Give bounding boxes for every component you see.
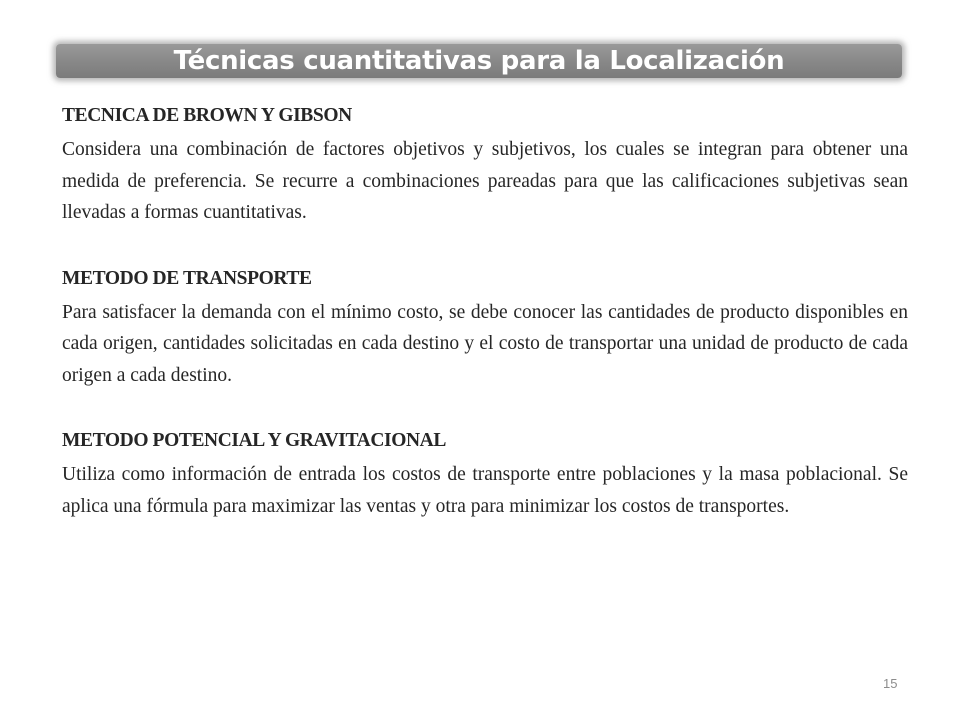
page-number: 15 [883,676,898,691]
section-brown-gibson [62,100,908,229]
slide-content [62,100,908,556]
slide-title: Técnicas cuantitativas para la Localización [173,46,785,76]
section-body: Utiliza como información de entrada los costos de transporte entre poblaciones y la masa poblacional. Se aplica una fórmula para maximizar las ventas y otra para minimizar los costos de transportes. [62,464,908,517]
section-heading: METODO DE TRANSPORTE [62,267,312,289]
section-heading: TECNICA DE BROWN Y GIBSON [62,105,352,126]
section-body: Considera una combinación de factores objetivos y subjetivos, los cuales se integran para obtener una medida de preferencia. Se recurre a combinaciones pareadas para que las calificaciones subjetivas sean llevadas a formas cuantitativas. [62,139,908,223]
section-body: Para satisfacer la demanda con el mínimo costo, se debe conocer las cantidades de producto disponibles en cada origen, cantidades solicitadas en cada destino y el costo de transportar una unidad de producto de cada origen a cada destino. [62,301,908,386]
section-heading: METODO POTENCIAL Y GRAVITACIONAL [62,430,446,451]
section-potencial-gravitacional [62,425,908,522]
section-metodo-transporte [62,263,908,392]
